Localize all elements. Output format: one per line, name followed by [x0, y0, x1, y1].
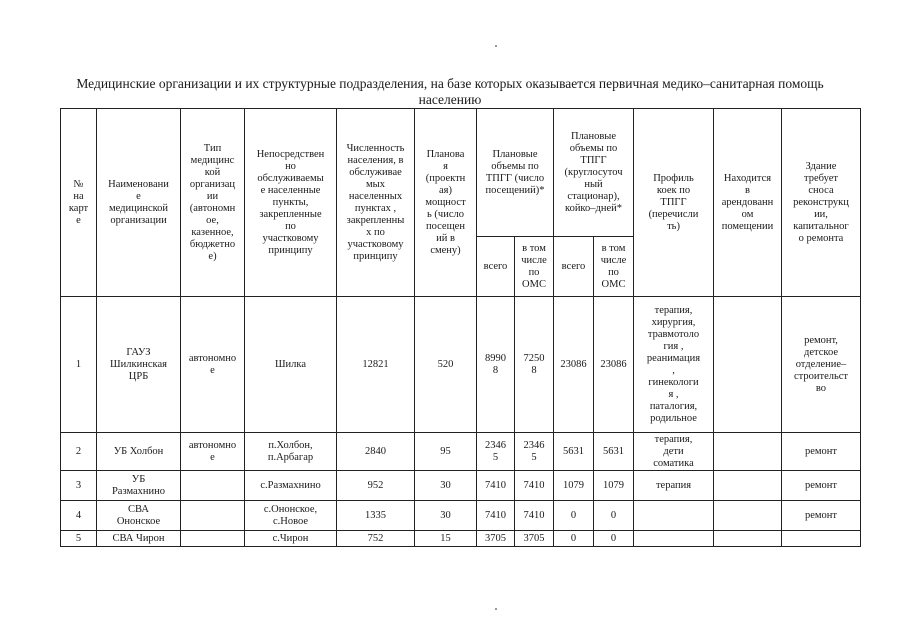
cell-num: 5 [61, 531, 97, 547]
cell-rented [714, 433, 782, 471]
header-beds-oms: в том числе по ОМС [594, 237, 634, 297]
cell-building: ремонт [782, 471, 861, 501]
cell-visits-total: 7410 [477, 471, 515, 501]
table-row [61, 471, 861, 501]
cell-type: автономно е [181, 297, 245, 433]
cell-visits-oms: 7410 [515, 471, 554, 501]
cell-rented [714, 501, 782, 531]
header-org-name: Наименовани е медицинской организации [97, 109, 181, 297]
cell-population: 952 [337, 471, 415, 501]
scan-speck-top [495, 45, 497, 47]
cell-visits-total: 7410 [477, 501, 515, 531]
cell-visits-oms: 7410 [515, 501, 554, 531]
cell-rented [714, 531, 782, 547]
cell-capacity: 520 [415, 297, 477, 433]
header-num: № на карт е [61, 109, 97, 297]
table-row [61, 531, 861, 547]
cell-visits-total: 2346 5 [477, 433, 515, 471]
cell-profile [634, 531, 714, 547]
header-type: Тип медицинс кой организац ии (автономн ое, казенное, бюджетно е) [181, 109, 245, 297]
cell-num: 2 [61, 433, 97, 471]
cell-building: ремонт [782, 501, 861, 531]
cell-beds-total: 5631 [554, 433, 594, 471]
cell-population: 1335 [337, 501, 415, 531]
header-rented: Находится в арендованн ом помещении [714, 109, 782, 297]
cell-num: 1 [61, 297, 97, 433]
cell-type [181, 501, 245, 531]
header-visits-oms: в том числе по ОМС [515, 237, 554, 297]
page-title: Медицинские организации и их структурные подразделения, на базе которых оказывается первичная медико–санитарная помощь населению [76, 76, 824, 107]
cell-visits-oms: 2346 5 [515, 433, 554, 471]
cell-profile: терапия [634, 471, 714, 501]
cell-beds-oms: 1079 [594, 471, 634, 501]
cell-beds-total: 0 [554, 501, 594, 531]
cell-capacity: 30 [415, 471, 477, 501]
cell-settlements: с.Размахнино [245, 471, 337, 501]
cell-beds-oms: 0 [594, 501, 634, 531]
cell-beds-total: 1079 [554, 471, 594, 501]
cell-visits-oms: 7250 8 [515, 297, 554, 433]
header-visits-total: всего [477, 237, 515, 297]
cell-population: 752 [337, 531, 415, 547]
cell-num: 4 [61, 501, 97, 531]
cell-org: УБ Размахнино [97, 471, 181, 501]
scan-speck-bottom [495, 608, 497, 610]
header-beds-total: всего [554, 237, 594, 297]
header-building: Здание требует сноса реконструкц ии, капитальног о ремонта [782, 109, 861, 297]
cell-building [782, 531, 861, 547]
header-population: Численность населения, в обслуживае мых населенных пунктах , закрепленны х по участковому принципу [337, 109, 415, 297]
cell-type: автономно е [181, 433, 245, 471]
table-row [61, 501, 861, 531]
cell-org: СВА Ононское [97, 501, 181, 531]
header-beddays: Плановые объемы по ТПГГ (круглосуточ ный стационар), койко–дней* [554, 109, 634, 237]
cell-beds-oms: 5631 [594, 433, 634, 471]
cell-settlements: п.Холбон, п.Арбагар [245, 433, 337, 471]
cell-org: СВА Чирон [97, 531, 181, 547]
cell-org: УБ Холбон [97, 433, 181, 471]
cell-population: 2840 [337, 433, 415, 471]
cell-population: 12821 [337, 297, 415, 433]
cell-settlements: Шилка [245, 297, 337, 433]
cell-beds-oms: 23086 [594, 297, 634, 433]
cell-visits-total: 8990 8 [477, 297, 515, 433]
cell-building: ремонт, детское отделение– строительст во [782, 297, 861, 433]
header-visits: Плановые объемы по ТПГГ (число посещений)* [477, 109, 554, 237]
header-settlements: Непосредствен но обслуживаемы е населенные пункты, закрепленные по участковому принципу [245, 109, 337, 297]
cell-profile: терапия, хирургия, травмотоло гия , реанимация , гинекологи я , паталогия, родильное [634, 297, 714, 433]
table-row [61, 297, 861, 433]
cell-beds-oms: 0 [594, 531, 634, 547]
cell-visits-total: 3705 [477, 531, 515, 547]
cell-num: 3 [61, 471, 97, 501]
header-capacity: Планова я (проектн ая) мощност ь (число посещен ий в смену) [415, 109, 477, 297]
cell-profile: терапия, дети соматика [634, 433, 714, 471]
cell-settlements: с.Чирон [245, 531, 337, 547]
organizations-table [60, 108, 861, 547]
table-row [61, 433, 861, 471]
cell-settlements: с.Ононское, с.Новое [245, 501, 337, 531]
cell-type [181, 471, 245, 501]
cell-capacity: 15 [415, 531, 477, 547]
cell-rented [714, 297, 782, 433]
cell-capacity: 30 [415, 501, 477, 531]
cell-type [181, 531, 245, 547]
cell-building: ремонт [782, 433, 861, 471]
cell-org: ГАУЗ Шилкинская ЦРБ [97, 297, 181, 433]
cell-profile [634, 501, 714, 531]
cell-beds-total: 0 [554, 531, 594, 547]
header-profile: Профиль коек по ТПГГ (перечисли ть) [634, 109, 714, 297]
cell-beds-total: 23086 [554, 297, 594, 433]
cell-rented [714, 471, 782, 501]
cell-visits-oms: 3705 [515, 531, 554, 547]
cell-capacity: 95 [415, 433, 477, 471]
